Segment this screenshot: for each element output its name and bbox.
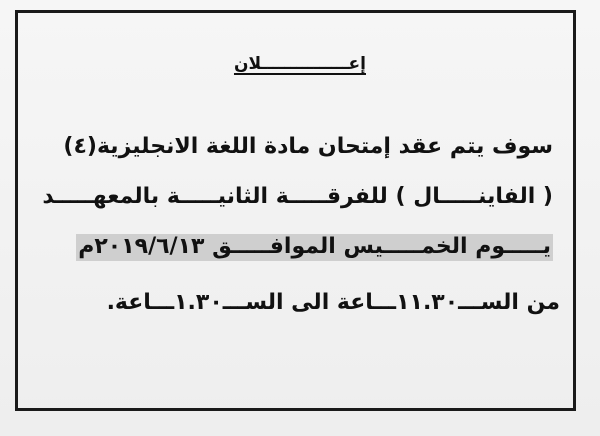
announcement-line-2: ( الفاينـــــال ) للفرقـــــة الثانيـــــة بالمعهـــــد bbox=[42, 184, 553, 209]
announcement-line-3 bbox=[44, 234, 553, 259]
announcement-line-4: من الســـ١١.٣٠ـــاعة الى الســـ١.٣٠ـــاعة. bbox=[106, 290, 560, 315]
announcement-line-1: سوف يتم عقد إمتحان مادة اللغة الانجليزية(٤) bbox=[63, 134, 553, 159]
announcement-title bbox=[0, 54, 600, 74]
highlighted-date-text: يـــــوم الخمـــــيس الموافـــــق ٢٠١٩/٦/١٣م bbox=[78, 234, 551, 259]
announcement-title-text: إعـــــــــــــــلان bbox=[233, 54, 366, 74]
